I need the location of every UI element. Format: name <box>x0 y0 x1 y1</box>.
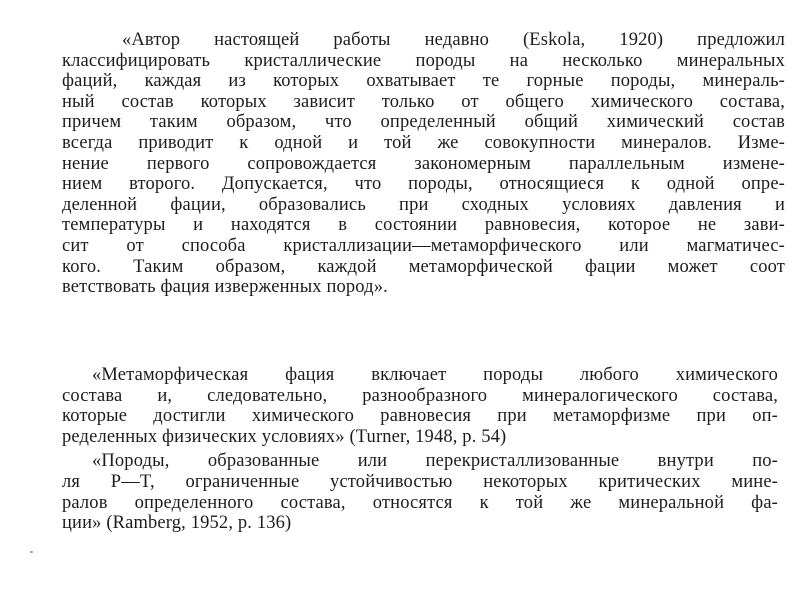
text-line: всегда приводит к одной и той же совокупности минералов. Изме- <box>62 132 785 153</box>
text-line: фаций, каждая из которых охватывает те горные породы, минераль- <box>62 71 785 92</box>
text-line: кого. Таким образом, каждой метаморфической фации может соот <box>62 256 785 277</box>
text-line: «Метаморфическая фация включает породы любого химического <box>92 365 778 385</box>
text-line: «Породы, образованные или перекристаллизованные внутри по- <box>92 451 778 472</box>
text-line: «Автор настоящей работы недавно (Eskola, 1920) предложил <box>122 30 785 50</box>
quote-turner-ramberg <box>62 365 778 534</box>
scan-speck <box>30 551 33 553</box>
text-line: нение первого сопровождается закономерным параллельным измене- <box>62 153 785 174</box>
text-line: нием второго. Допускается, что породы, относящиеся к одной опре- <box>62 174 785 195</box>
text-line: которые достигли химического равновесия при метаморфизме при оп- <box>62 406 778 427</box>
text-line: сит от способа кристаллизации—метаморфического или магматичес- <box>62 235 785 256</box>
text-line: классифицировать кристаллические породы на несколько минеральных <box>62 50 785 71</box>
text-line: состава и, следовательно, разнообразного минералогического состава, <box>62 385 778 406</box>
text-line: ралов определенного состава, относятся к той же минеральной фа- <box>62 492 778 513</box>
text-line: температуры и находятся в состоянии равновесия, которое не зави- <box>62 215 785 236</box>
quote-eskola <box>62 30 785 298</box>
text-line: деленной фации, образовались при сходных условиях давления и <box>62 194 785 215</box>
text-line: ветствовать фация изверженных пород». <box>62 277 388 298</box>
text-line: ределенных физических условиях» (Turner, 1948, p. 54) <box>62 426 507 447</box>
text-line: ции» (Ramberg, 1952, p. 136) <box>62 513 292 534</box>
text-line: причем таким образом, что определенный общий химический состав <box>62 112 785 133</box>
text-line: ный состав которых зависит только от общего химического состава, <box>62 91 785 112</box>
text-line: ля P—T, ограниченные устойчивостью некоторых критических мине- <box>62 471 778 492</box>
